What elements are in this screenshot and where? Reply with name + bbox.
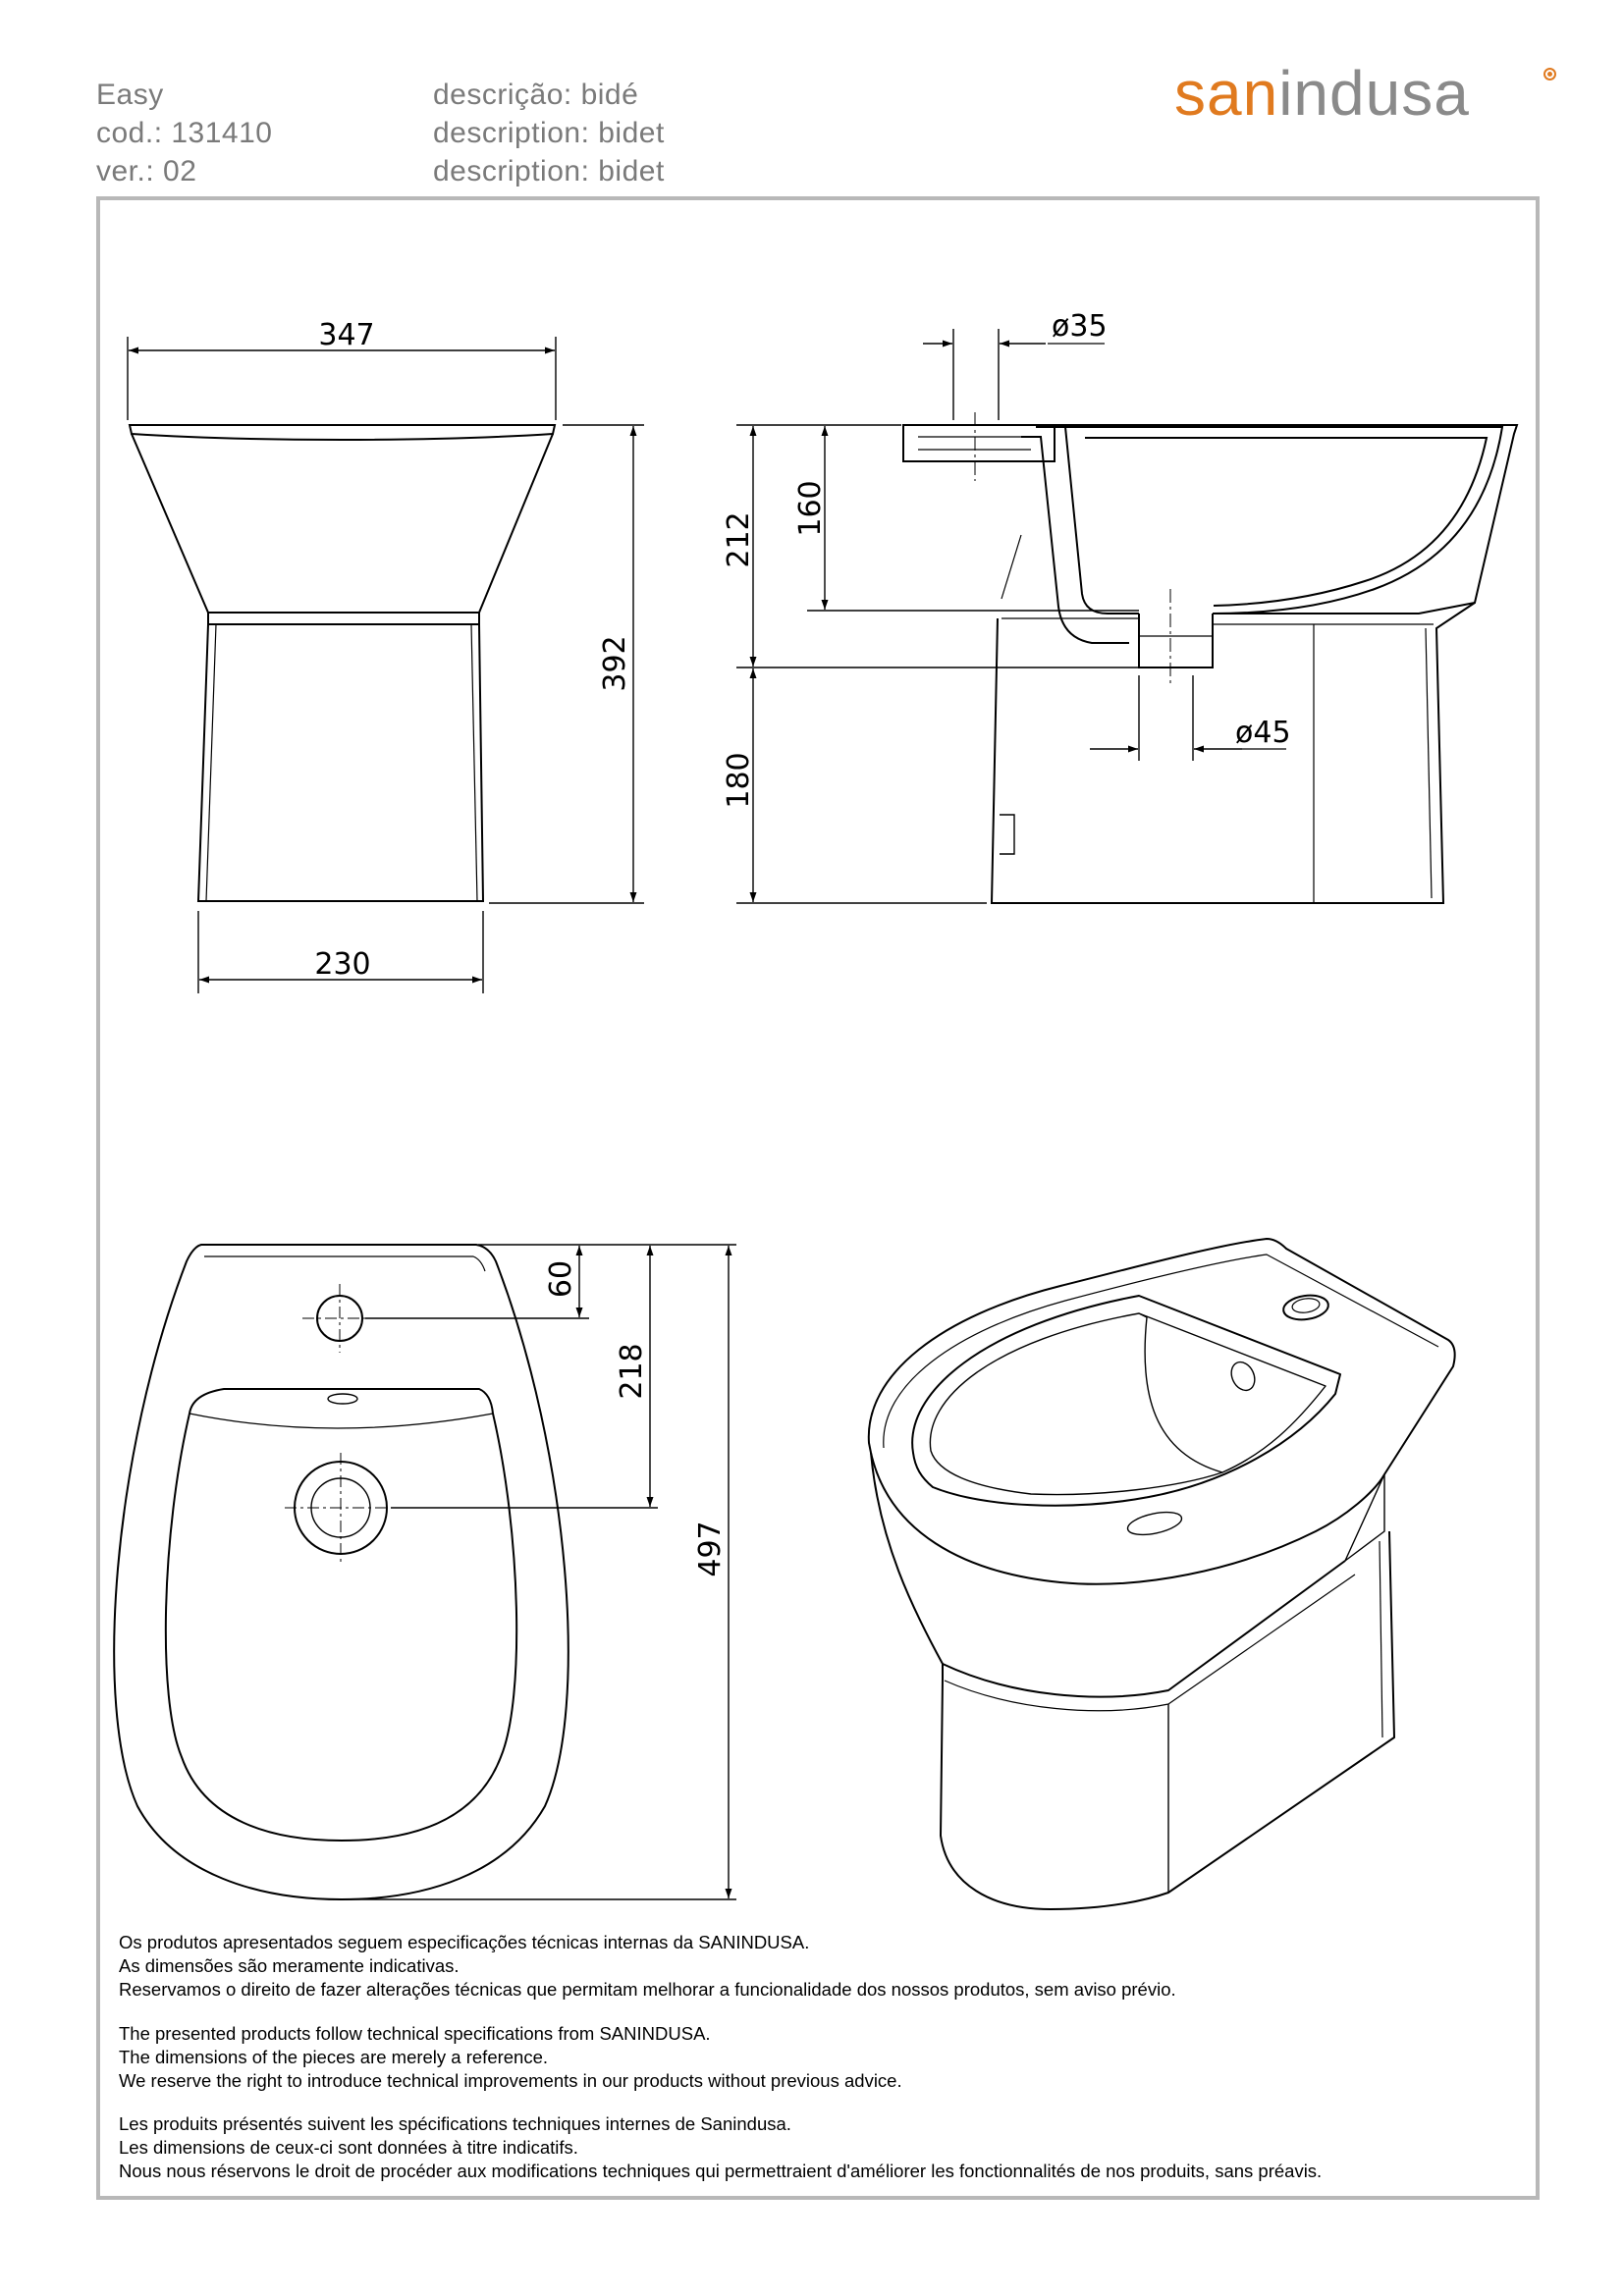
plan-dimensions [339,1245,736,1899]
persp-bowl-rim [912,1296,1340,1506]
persp-deck-inner [884,1255,1438,1448]
front-pedestal-inner-right [471,624,477,901]
front-dimensions [128,337,644,993]
front-waist [208,613,479,624]
persp-tap-hole [1282,1293,1330,1322]
dim-392-label: 392 [598,635,632,692]
plan-bowl-shelf [189,1414,493,1428]
plan-inner-rim [204,1256,485,1271]
side-bowl-curve [1065,427,1502,614]
disclaimer-french [119,2112,1322,2183]
side-drain-neck [1139,614,1213,667]
note-line: The presented products follow technical specifications from SANINDUSA. [119,2023,711,2044]
front-view [130,425,555,901]
plan-outer-outline [114,1245,568,1899]
description-fr: description: bidet [433,155,665,187]
persp-bowl-inner [930,1313,1222,1495]
note-line: The dimensions of the pieces are merely a reference. [119,2047,549,2067]
side-tap-slot [1000,815,1014,854]
description-pt: descrição: bidé [433,79,639,111]
plan-view [114,1245,568,1899]
dim-212-label: 212 [722,511,756,568]
side-pedestal [992,603,1475,903]
front-pedestal [198,624,483,901]
note-line: Nous nous réservons le droit de procéder aux modifications techniques qui permettraient d'améliorer les fonctionnalités de nos produits, sans préavis. [119,2161,1323,2181]
front-bowl-outline [132,434,553,613]
side-rim-front [1055,425,1517,614]
side-bowl-wall-inner [1021,437,1129,643]
note-line: As dimensões são meramente indicativas. [119,1955,460,1976]
note-line: Os produtos apresentados seguem especificações técnicas internas da SANINDUSA. [119,1932,810,1952]
note-line: Les dimensions de ceux-ci sont données à titre indicatifs. [119,2137,578,2158]
logo-part-indusa: indusa [1278,58,1470,129]
side-bowl-curve-inner [1085,438,1487,606]
perspective-view [869,1239,1455,1909]
side-deck [903,425,1055,461]
plan-overflow-hole [328,1394,357,1404]
logo-part-san: san [1174,58,1279,129]
side-centerlines [975,412,1170,687]
product-version: ver.: 02 [96,155,197,187]
dim-497-label: 497 [693,1521,728,1577]
side-pedestal-inner-right [1426,628,1432,898]
note-line: Les produits présentés suivent les spécifications techniques internes de Sanindusa. [119,2113,791,2134]
note-line: We reserve the right to introduce technical improvements in our products without previous advice. [119,2070,902,2091]
disclaimer-portuguese [119,1931,1176,2002]
plan-centerlines [285,1284,397,1563]
product-name: Easy [96,79,164,111]
side-view [903,425,1517,903]
persp-drain [1126,1508,1184,1538]
persp-overflow [1227,1359,1260,1394]
front-top-rim [130,425,555,440]
product-code: cod.: 131410 [96,117,273,149]
note-line: Reservamos o direito de fazer alterações técnicas que permitam melhorar a funcionalidade dos nossos produtos, sem aviso prévio. [119,1979,1176,2000]
dim-230-label: 230 [314,947,371,982]
dim-60-label: 60 [544,1259,578,1299]
persp-pedestal [941,1531,1394,1909]
dim-218-label: 218 [615,1343,649,1400]
dim-d35-label: ø35 [1052,309,1108,344]
dim-347-label: 347 [318,318,375,352]
description-en: description: bidet [433,117,665,149]
dim-160-label: 160 [793,480,828,537]
dim-d45-label: ø45 [1235,716,1291,750]
disclaimer-english [119,2022,902,2093]
dim-180-label: 180 [722,752,756,809]
side-dimensions [736,329,1286,903]
side-bowl-wall [1036,427,1139,614]
